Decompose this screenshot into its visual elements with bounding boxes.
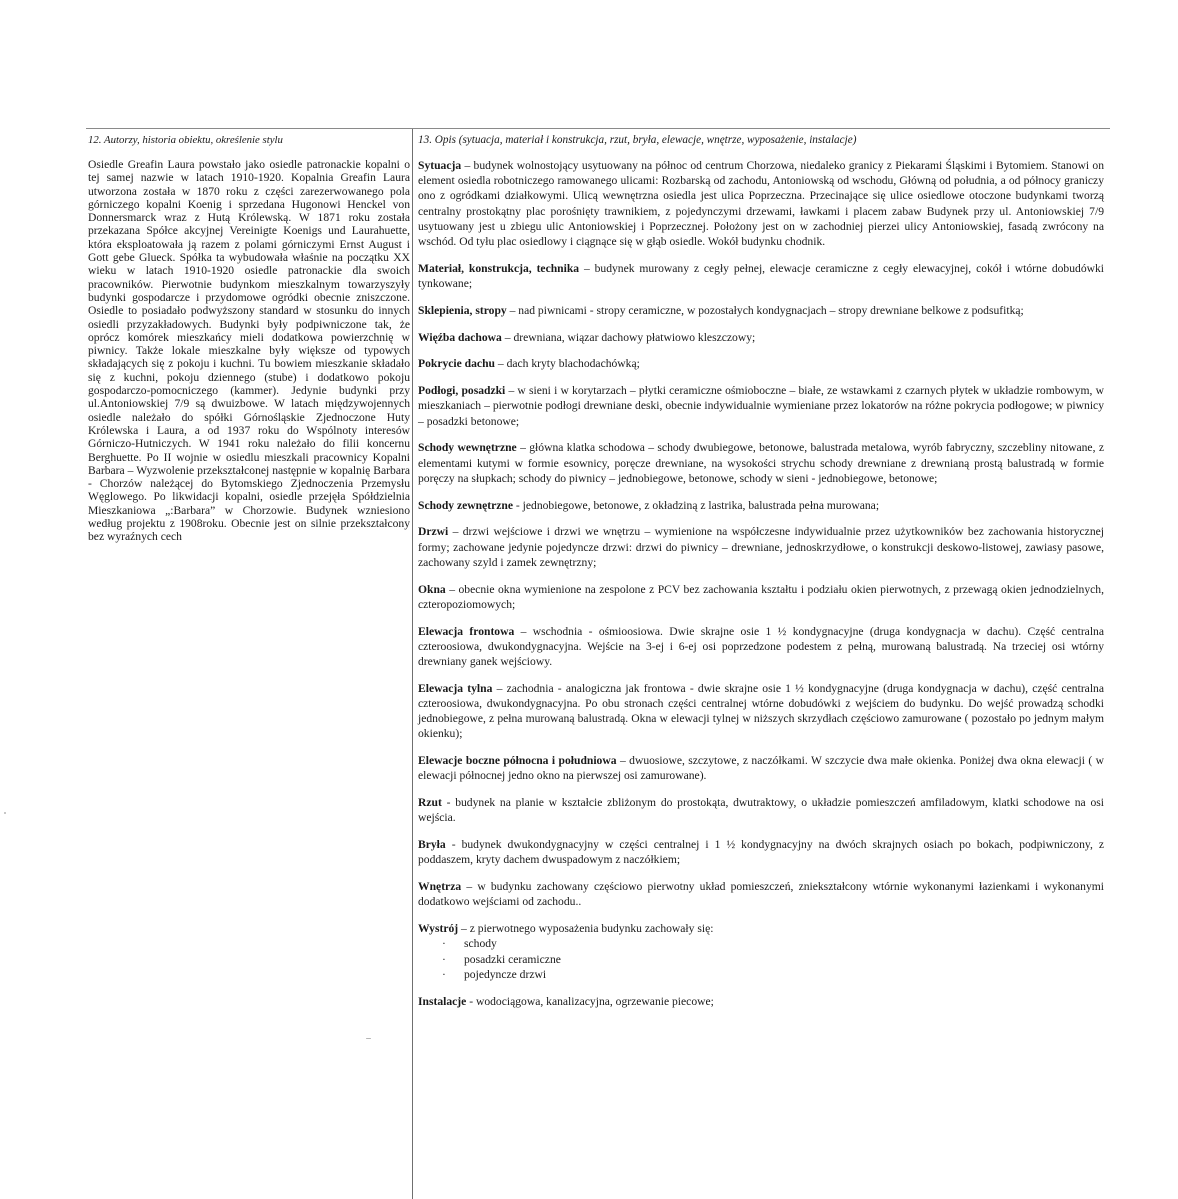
section-bryla: [418, 837, 1104, 867]
history-text: Osiedle Greafin Laura powstało jako osiedle patronackie kopalni o tej samej nazwie w latach 1910-1920. Kopalnia Greafin Laura utworzona została w 1870 roku z części zarezerwowanego pola górniczego kopalni Koenig i sprzedana Hugonowi Henckel von Donnersmarck wraz z Hutą Królewską. W 1871 roku została przekazana Spółce akcyjnej Vereinigte Koenigs und Laurahuette, która eksploatowała ją razem z polami górniczymi Ernst August i Gott gebe Glueck. Spółka ta wybudowała właśnie na początku XX wieku w latach 1910-1920 osiedle patronackie dla swoich pracowników. Pierwotnie budynkom mieszkalnym towarzyszyły budynki gospodarcze i przydomowe ogródki obecnie zniszczone. Osiedle to posiadało podwyższony standard w stosunku do innych osiedli przyzakładowych. Budynki były podpiwniczone tak, że oprócz komórek mieszkańcy mieli dodatkowa powierzchnię w piwnicy. Także lokale mieszkalne były większe od typowych składających się z pokoju i kuchni. Tu bowiem mieszkanie składało się z kuchni, pokoju dziennego (stube) i dodatkowo pokoju gospodarczo-pomocniczego (kammer). Jedynie budynki przy ul.Antoniowskiej 7/9 są dwuizbowe. W latach międzywojennych osiedle należało do spółki Górnośląskie Zjednoczone Huty Królewska i Laura, a od 1937 roku do Wspólnoty interesów Górniczo-Hutniczych. W 1941 roku należało do filii koncernu Berghuette. Po II wojnie w osiedlu mieszkali pracownicy Kopalni Barbara – Wyzwolenie przekształconej następnie w kopalnię Barbara - Chorzów należącej do Bytomskiego Zjednoczenia Przemysłu Węglowego. Po likwidacji kopalni, osiedle przejęła Spółdzielnia Mieszkaniowa „:Barbara” w Chorzowie. Budynek wzniesiono według projektu z 1908roku. Obecnie jest on silnie przekształcony bez wyraźnych cech: [88, 158, 410, 544]
section-text: – w budynku zachowany częściowo pierwotny układ pomieszczeń, zniekształcony wtórnie wykonanymi łazienkami i wykonanymi dodatkowo wejściami od zachodu..: [418, 880, 1104, 909]
section-text: - budynek na planie w kształcie zbliżonym do prostokąta, dwutraktowy, o układzie pomieszczeń amfiladowym, klatki schodowe na osi wejścia.: [418, 796, 1104, 825]
section-schody-wewnetrzne: [418, 440, 1104, 486]
section-pokrycie: [418, 356, 1104, 371]
section-label: Wnętrza: [418, 880, 462, 894]
section-label: Pokrycie dachu: [418, 357, 495, 371]
section-label: Schody zewnętrzne: [418, 498, 513, 512]
section-text: - wodociągowa, kanalizacyjna, ogrzewanie piecowe;: [466, 994, 714, 1008]
section-text: – nad piwnicami - stropy ceramiczne, w pozostałych kondygnacjach – stropy drewniane belkowe z podsufitką;: [506, 303, 1024, 317]
section-elewacja-tylna: [418, 681, 1104, 742]
section-text: – dach kryty blachodachówką;: [494, 357, 640, 371]
section-label: Elewacja frontowa: [418, 624, 515, 638]
section-podlogi: [418, 383, 1104, 429]
section-text: - budynek dwukondygnacyjny w części centralnej i 1 ½ kondygnacyjny na dwóch skrajnych osiach po bokach, podpiwniczony, z poddaszem, kryty dachem dwuspadowym z naczółkiem;: [418, 838, 1104, 867]
section-label: Materiał, konstrukcja, technika: [418, 261, 580, 275]
table-top-border: [86, 128, 1110, 129]
section-sklepienia: [418, 303, 1104, 318]
section-text: – budynek murowany z cegły pełnej, elewacje ceramiczne z cegły elewacyjnej, cokół i wtórne dobudówki tynkowane;: [418, 261, 1105, 291]
section-text: – główna klatka schodowa – schody dwubiegowe, betonowe, balustrada metalowa, wyrób fabryczny, szczebliny nitowane, z elementami kutymi w formie esownicy, poręcze drewniane, na wysokości strychu schody drewniane z drewnianą prostą balustradą w formie poręczy na słupkach; schody do piwnicy – jednobiegowe, betonowe, schody w sieni - jednobiegowe, betonowe;: [418, 441, 1104, 485]
section-label: Sytuacja: [418, 159, 462, 172]
section-text: - jednobiegowe, betonowe, z okładziną z lastrika, balustrada pełna murowana;: [513, 498, 880, 512]
description-heading: 13. Opis (sytuacja, materiał i konstrukcja, rzut, bryła, elewacje, wnętrze, wyposażenie, instalacje): [418, 134, 857, 146]
column-divider: [412, 129, 413, 1199]
description-column: [418, 134, 1104, 1020]
section-material: [418, 261, 1104, 291]
section-label: Podłogi, posadzki: [418, 384, 506, 398]
section-text: – wschodnia - ośmioosiowa. Dwie skrajne osie 1 ½ kondygnacyjne (druga kondygnacja w dachu). Część centralna czteroosiowa, dwukondygnacyjna. Wejście na 3-ej i 6-ej osi poprzedzone podestem z pełną, murowaną balustradą. Na trzeciej osi wtórny drewniany ganek wejściowy.: [418, 624, 1104, 669]
section-wiezba: [418, 330, 1104, 345]
list-item: · pojedyncze drzwi: [418, 967, 1104, 982]
history-heading: 12. Autorzy, historia obiektu, określenie stylu: [88, 134, 283, 146]
section-label: Wystrój: [418, 922, 459, 936]
section-label: Rzut: [418, 796, 442, 810]
section-drzwi: [418, 524, 1104, 570]
section-rzut: [418, 795, 1104, 825]
section-label: Instalacje: [418, 994, 467, 1008]
section-schody-zewnetrzne: [418, 498, 1104, 513]
section-label: Schody wewnętrzne: [418, 441, 517, 455]
section-text: – obecnie okna wymienione na zespolone z PCV bez zachowania kształtu i podziału okien pierwotnych, z przewagą okien jednodzielnych, czteropoziomowych;: [418, 582, 1104, 611]
section-text: – dwuosiowe, szczytowe, z naczółkami. W szczycie dwa małe okienka. Poniżej dwa okna elewacji ( w elewacji północnej jedno okno na pierwszej osi zamurowane).: [418, 754, 1105, 783]
section-text: – z pierwotnego wyposażenia budynku zachowały się:: [458, 922, 714, 936]
list-item: · schody: [418, 936, 1104, 951]
section-label: Bryła: [418, 838, 446, 852]
section-elewacja-frontowa: [418, 624, 1104, 670]
section-text: – budynek wolnostojący usytuowany na północ od centrum Chorzowa, niedaleko granicy z Piekarami Śląskimi i Bytomiem. Stanowi on element osiedla robotniczego ramowanego ulicami: Rozbarską od zachodu, Antoniowską od wschodu, Główną od południa, a od północy graniczy ono z ogródkami działkowymi. Ulicą wewnętrzna osiedla jest ulica Poprzeczna. Przecinające się ulice osiedlowe otoczone budynkami tworzą centralny prostokątny plac porośnięty trawnikiem, z pojedynczymi drzewami, ławkami i placem zabaw Budynek przy ul. Antoniowskiej 7/9 usytuowany jest u zbiegu ulic Antoniowskiej i Poprzecznej. Położony jest on w zachodniej pierzei ulicy Antoniowskiej, fasadą zwrócony na wschód. Od tyłu plac osiedlowy i ciągnące się w głąb osiedle. Wokół budynku chodnik.: [418, 159, 1104, 249]
section-text: – zachodnia - analogiczna jak frontowa - dwie skrajne osie 1 ½ kondygnacyjne (druga kondygnacja w dachu), część centralna czteroosiowa, dwukondygnacyjna. Po obu stronach części centralnej wtórne dobudówki z wejściem do budynku. Do wejść prowadzą schodki jednobiegowe, z pełna murowaną balustradą. Okna w elewacji tylnej w niższych skrzydłach częściowo zamurowane ( pozostało po jednym małym okienku);: [418, 681, 1104, 741]
history-column: [88, 134, 410, 544]
section-text: – w sieni i w korytarzach – płytki ceramiczne ośmioboczne – białe, ze wstawkami z czarnych płytek w układzie rombowym, w mieszkaniach – pierwotnie podłogi drewniane deski, obecnie indywidualnie wymieniane przez lokatorów na różne pokrycia podłogowe; w piwnicy – posadzki betonowe;: [418, 384, 1104, 428]
section-label: Okna: [418, 582, 446, 596]
section-label: Więźba dachowa: [418, 330, 502, 344]
section-instalacje: [418, 994, 1104, 1009]
section-label: Elewacja tylna: [418, 681, 493, 695]
section-text: – drzwi wejściowe i drzwi we wnętrzu – wymienione na współczesne indywidualnie przez użytkowników bez zachowania historycznej formy; zachowane jedynie pojedyncze drzwi: drzwi do piwnicy – drewniane, jednoskrzydłowe, o konstrukcji deskowo-listowej, zawiasy pasowe, zachowany szyld i zamek zewnętrzny;: [418, 525, 1104, 569]
section-sytuacja: [418, 158, 1104, 249]
section-label: Sklepienia, stropy: [418, 303, 507, 317]
section-label: Drzwi: [418, 525, 449, 539]
section-text: – drewniana, wiązar dachowy płatwiowo kleszczowy;: [501, 330, 756, 344]
wystroj-list: [418, 936, 1104, 982]
section-label: Elewacje boczne północna i południowa: [418, 754, 617, 768]
section-elewacje-boczne: [418, 753, 1104, 783]
list-item: · posadzki ceramiczne: [418, 952, 1104, 967]
section-okna: [418, 582, 1104, 612]
scan-mark: [4, 812, 6, 814]
section-wnetrza: [418, 879, 1104, 909]
scan-mark: [366, 1038, 371, 1039]
section-wystroj: [418, 921, 1104, 982]
